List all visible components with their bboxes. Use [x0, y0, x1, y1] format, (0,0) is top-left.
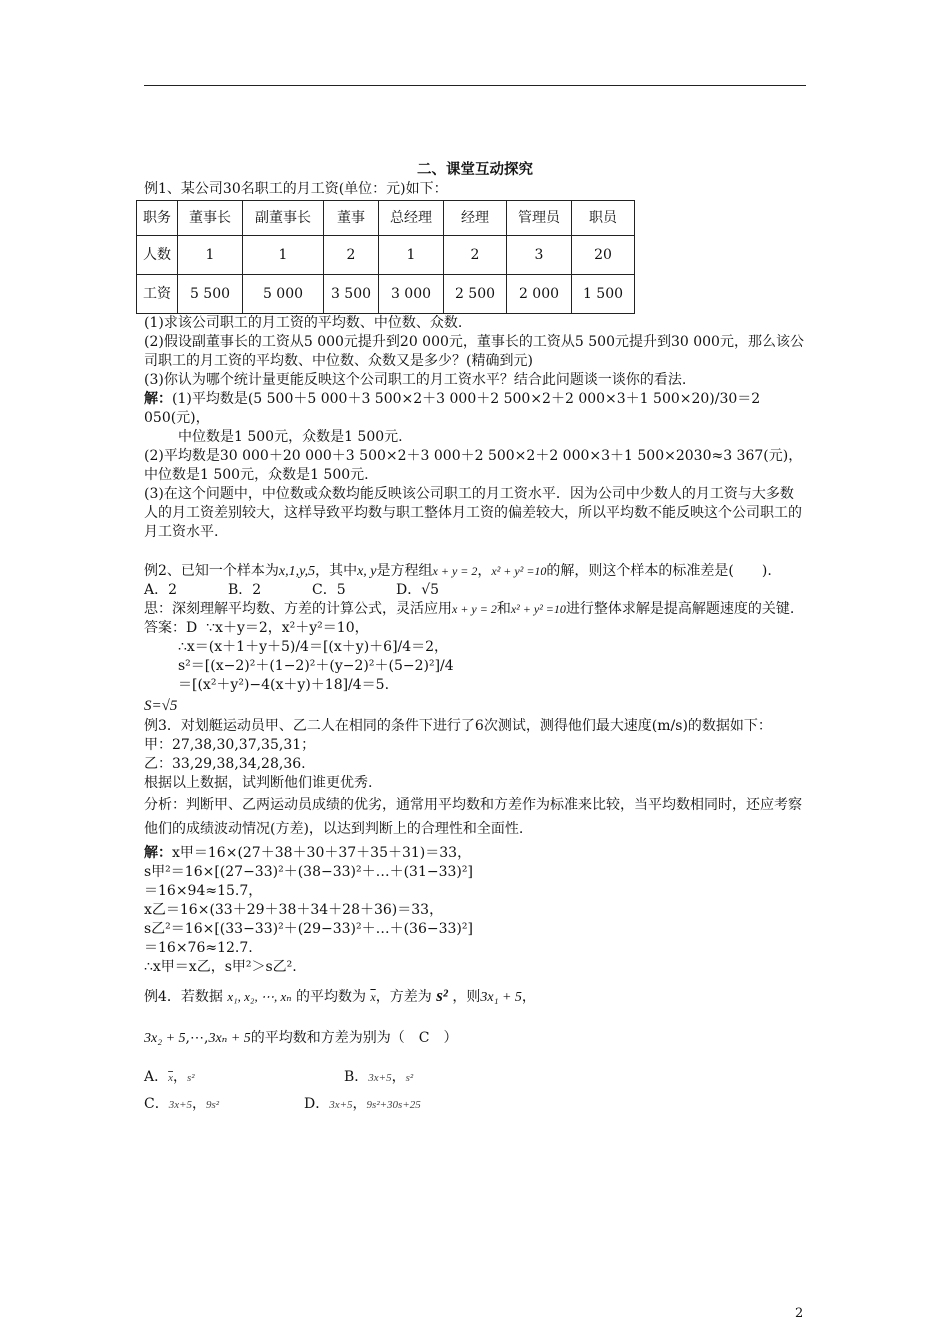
option-c: C．5 — [312, 582, 346, 598]
option-value: s² — [405, 1072, 414, 1084]
ex4-question-line1 — [144, 981, 806, 1013]
math-term2: 3x₂ + 5 — [144, 1031, 186, 1046]
solution-text: x甲＝16×(27＋38＋30＋37＋35＋31)＝33， — [172, 845, 472, 861]
text: 的平均数为 — [295, 989, 366, 1005]
ex1-q3: (3)你认为哪个统计量更能反映这个公司职工的月工资水平？结合此问题谈一谈你的看法. — [144, 372, 687, 388]
ex1-q2: (2)假设副董事长的工资从5 000元提升到20 000元，董事长的工资从5 500元提升到30 000元，那么该公司职工的月工资的平均数、中位数、众数又是多少？(精确到元) — [144, 334, 804, 369]
section-title: 二、课堂互动探究 — [417, 161, 533, 178]
solution-label: 解： — [144, 391, 172, 407]
ex3-question: 例3．对划艇运动员甲、乙二人在相同的条件下进行了6次测试，测得他们最大速度(m/s)的数据如下： — [144, 718, 772, 734]
table-cell: 1 — [379, 236, 444, 275]
ex3-yi: 乙：33,29,38,34,28,36. — [144, 756, 306, 772]
ex2-options — [144, 581, 806, 600]
text: 思：深刻理解平均数、方差的计算公式，灵活应用 — [144, 601, 452, 617]
ex3-s4: x乙＝16×(33＋29＋38＋34＋28＋36)＝33， — [144, 902, 444, 918]
ex3-ask: 根据以上数据，试判断他们谁更优秀. — [144, 775, 373, 791]
ex1-sol2b: 中位数是1 500元，众数是1 500元. — [144, 467, 369, 483]
table-cell: 1 500 — [572, 275, 635, 314]
table-cell: 总经理 — [379, 201, 444, 236]
ex2-ans4: ＝[(x²＋y²)−4(x＋y)＋18]/4＝5. — [178, 677, 390, 693]
ex3-jia: 甲：27,38,30,37,35,31； — [144, 737, 316, 753]
math-eq1: x + y = 2 — [452, 602, 497, 616]
ex2-question — [144, 562, 806, 581]
ex1-sol3: (3)在这个问题中，中位数或众数均能反映该公司职工的月工资水平．因为公司中少数人的月工资与大多数人的月工资差别较大，这样导致平均数与职工整体月工资的偏差较大，所以平均数不能反映这个公司职工的月工资水平. — [144, 486, 802, 540]
answer-label: 答案：D — [144, 620, 198, 636]
ex1-sol1 — [144, 390, 806, 428]
table-cell: 经理 — [444, 201, 507, 236]
table-cell: 董事 — [324, 201, 379, 236]
text: 和 — [496, 601, 511, 617]
option-label: D． — [304, 1096, 330, 1112]
text: ， — [477, 563, 492, 579]
option-value: 3x+5 — [368, 1072, 392, 1084]
table-cell: 5 500 — [178, 275, 243, 314]
table-cell: 董事长 — [178, 201, 243, 236]
table-cell: 2 — [444, 236, 507, 275]
text: ,⋯, — [185, 1030, 209, 1046]
text: ，方差为 — [375, 989, 432, 1005]
solution-text: (1)平均数是(5 500＋5 000＋3 500×2＋3 000＋2 500×2＋2 000×3＋1 500×20)/30＝2 050(元)， — [144, 391, 761, 426]
option-d: D．3x+5，9s²+30s+25 — [304, 1096, 421, 1112]
ex4-question-line2 — [144, 1021, 806, 1056]
text: ，其中 — [315, 563, 358, 579]
math-eq2: x² + y² =10 — [510, 602, 566, 616]
option-a: A．2 — [144, 582, 178, 598]
salary-table — [136, 200, 635, 314]
ex1-sol1b: 中位数是1 500元，众数是1 500元. — [178, 429, 403, 445]
header-rule — [144, 85, 806, 86]
option-value: 9s²+30s+25 — [366, 1099, 421, 1111]
page-content — [144, 160, 806, 1118]
option-b: B．3x+5，s² — [344, 1069, 414, 1085]
math-termn: 3xₙ + 5 — [208, 1031, 251, 1046]
option-label: C． — [144, 1096, 169, 1112]
table-cell: 工资 — [137, 275, 178, 314]
table-cell: 管理员 — [507, 201, 572, 236]
ex1-sol2: (2)平均数是30 000＋20 000＋3 500×2＋3 000＋2 500×2＋2 000×3＋1 500×2030≈3 367(元)， — [144, 448, 803, 464]
math-eq1: x + y = 2 — [432, 564, 478, 578]
option-a: A．$\overline{x}$，s² — [144, 1069, 195, 1085]
option-value: s² — [187, 1072, 195, 1084]
option-b: B．2 — [228, 582, 262, 598]
text: 的平均数和方差为别为（ C ） — [250, 1030, 458, 1046]
text: 例4．若数据 — [144, 989, 223, 1005]
table-cell: 3 500 — [324, 275, 379, 314]
ex2-ans1 — [144, 619, 806, 638]
answer-text: ∵x＋y＝2，x²＋y²＝10， — [206, 620, 369, 636]
option-label: A． — [144, 1069, 169, 1085]
table-cell: 职员 — [572, 201, 635, 236]
table-cell: 3 000 — [379, 275, 444, 314]
solution-label: 解： — [144, 845, 172, 861]
table-row-count — [137, 236, 635, 275]
ex3-analysis: 分析：判断甲、乙两运动员成绩的优劣，通常用平均数和方差作为标准来比较，当平均数相同时，还应考察他们的成绩波动情况(方差)，以达到判断上的合理性和全面性. — [144, 797, 802, 837]
ex4-options-cd — [144, 1091, 806, 1118]
table-cell: 副董事长 — [243, 201, 324, 236]
ex3-s3: ＝16×94≈15.7， — [144, 883, 263, 899]
ex3-s2: s甲²＝16×[(27−33)²＋(38−33)²＋…＋(31−33)²] — [144, 864, 473, 880]
math-xy: x, y — [357, 564, 377, 579]
text: 例2、已知一个样本为 — [144, 563, 279, 579]
table-cell: 5 000 — [243, 275, 324, 314]
table-row-header — [137, 201, 635, 236]
option-value: 3x+5 — [168, 1099, 193, 1111]
ex2-ans2: ∴x＝(x＋1＋y＋5)/4＝[(x＋y)＋6]/4＝2， — [178, 639, 449, 655]
math-variance: s² — [436, 986, 448, 1005]
ex3-s5: s乙²＝16×[(33−33)²＋(29−33)²＋…＋(36−33)²] — [144, 921, 473, 937]
math-data: x₁, x₂, ⋯, xₙ — [227, 989, 292, 1004]
table-cell: 3 — [507, 236, 572, 275]
ex1-intro: 例1、某公司30名职工的月工资(单位：元)如下： — [144, 181, 448, 197]
option-label: B． — [344, 1069, 369, 1085]
ex1-q1: (1)求该公司职工的月工资的平均数、中位数、众数. — [144, 315, 463, 331]
text: 是方程组 — [376, 563, 433, 579]
math-term1: 3x₁ + 5 — [480, 990, 522, 1005]
table-cell: 职务 — [137, 201, 178, 236]
math-sample: x,1,y,5 — [278, 564, 316, 579]
option-value: $\overline{x}$ — [168, 1072, 174, 1084]
math-mean: $\overline{x}$ — [370, 990, 376, 1004]
text: 的解，则这个样本的标准差是( ). — [546, 563, 772, 579]
option-value: 9s² — [206, 1099, 220, 1111]
ex2-ans3: s²＝[(x−2)²＋(1−2)²＋(y−2)²＋(5−2)²]/4 — [178, 658, 454, 674]
ex2-think — [144, 600, 806, 619]
ex4-options-ab — [144, 1064, 806, 1091]
table-row-salary — [137, 275, 635, 314]
table-cell: 人数 — [137, 236, 178, 275]
text: 进行整体求解是提高解题速度的关键. — [565, 601, 795, 617]
option-c: C．3x+5，9s² — [144, 1096, 220, 1112]
table-cell: 2 500 — [444, 275, 507, 314]
text: ， — [521, 989, 536, 1005]
table-cell: 20 — [572, 236, 635, 275]
table-cell: 1 — [178, 236, 243, 275]
ex3-s7: ∴x甲＝x乙，s甲²＞s乙². — [144, 959, 297, 975]
ex3-s1 — [144, 844, 806, 863]
page-number: 2 — [795, 1306, 804, 1321]
table-cell: 2 — [324, 236, 379, 275]
ex3-s6: ＝16×76≈12.7. — [144, 940, 253, 956]
table-cell: 1 — [243, 236, 324, 275]
math-eq2: x² + y² =10 — [491, 564, 547, 578]
option-d: D．√5 — [396, 582, 440, 598]
ex2-ans5: S=√5 — [144, 698, 178, 714]
table-cell: 2 000 — [507, 275, 572, 314]
text: ，则 — [452, 989, 481, 1005]
option-value: 3x+5 — [329, 1099, 353, 1111]
